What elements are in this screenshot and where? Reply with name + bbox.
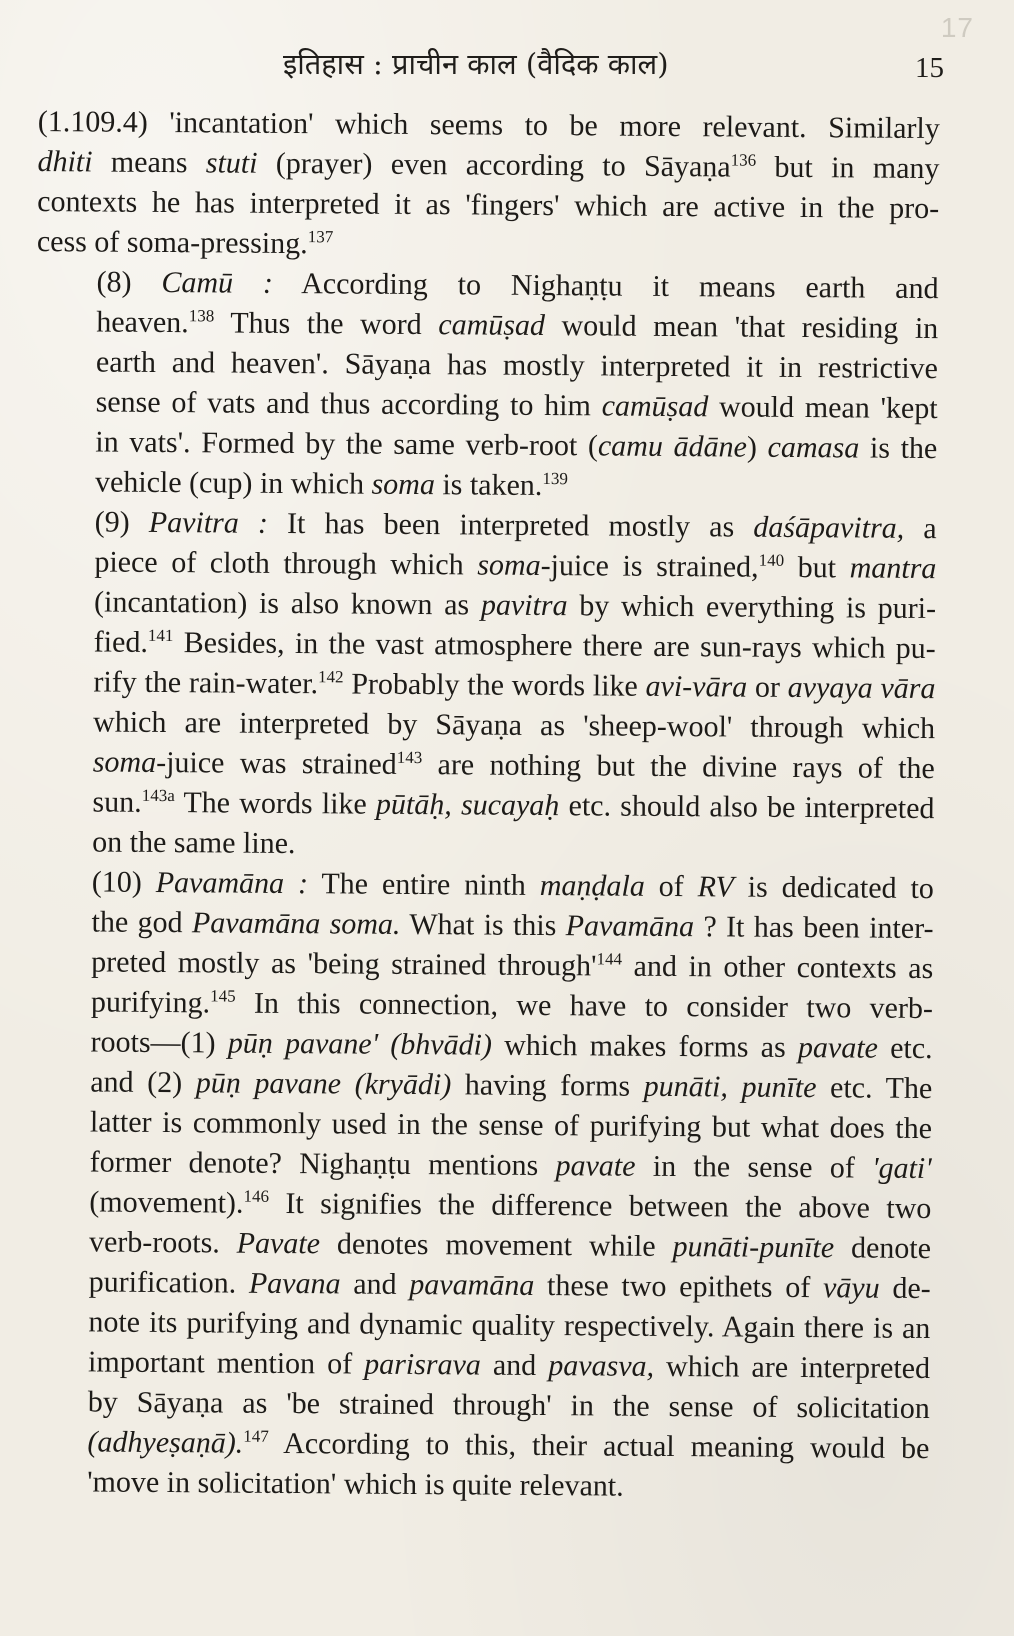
- paragraph-9-pavitra: [32, 502, 937, 869]
- text-line: preted mostly as 'being strained $through'^{144}$ and in other contexts as: [91, 945, 934, 986]
- text-line: by Sāyaṇa as 'be strained through' in the sense of solicitation: [87, 1385, 930, 1426]
- text-line: which are interpreted by Sāyaṇa as 'sheep-wool' through which: [93, 705, 936, 746]
- text-line: fied.$^{141}$ Besides, in the vast atmosphere there are sun-rays which pu-: [93, 625, 936, 666]
- text-line: vehicle (cup) in which soma is taken.$^{139}$: [94, 465, 569, 502]
- text-line: (10) Pavamāna : The entire ninth maṇḍala of RV is dedicated to: [91, 865, 934, 906]
- text-line: roots—(1) pūṇ pavane' (bhvādi) which makes forms as pavate etc.: [90, 1025, 933, 1066]
- text-line: important mention of parisrava and pavasva, which are interpreted: [87, 1345, 931, 1386]
- text-line: earth and heaven'. Sāyaṇa has mostly interpreted it in restrictive: [95, 345, 939, 386]
- text-line: sun.$^{143a}$ The words like pūtāḥ, sucayaḥ etc. should also be interpreted: [92, 785, 935, 826]
- text-line: soma-juice was strained$^{143}$ are nothing but the divine rays of the: [92, 745, 935, 786]
- page-header: [0, 42, 1014, 90]
- text-line: (movement).$^{146}$ It signifies the difference between the above two: [89, 1185, 932, 1226]
- text-line: purifying.$^{145}$ In this connection, we have to consider two verb-: [90, 985, 934, 1026]
- text-line: contexts he has interpreted it as 'fingers' which are active in the pro-: [37, 184, 940, 226]
- text-line: (adhyeṣaṇā).$^{147}$ According to this, their actual meaning would be: [87, 1425, 930, 1466]
- text-line: 'move in solicitation' which is quite relevant.: [87, 1465, 624, 1503]
- text-line: sense of vats and thus according to him camūṣad would mean 'kept: [95, 385, 938, 426]
- text-line: in vats'. Formed by the same verb-root (camu ādāne) camasa is the: [95, 425, 938, 466]
- text-line: cess of soma-pressing.$^{137}$: [36, 224, 334, 261]
- text-line: dhiti means stuti (prayer) even according to Sāyaṇa$^{136}$ but in many: [37, 144, 940, 186]
- text-line: (8) Camū : According to Nighaṇṭu it means earth and: [96, 265, 939, 306]
- text-line: (incantation) is also known as pavitra by which everything is puri-: [93, 585, 937, 626]
- paragraph-8-camu: [35, 262, 939, 509]
- text-line: (1.109.4) 'incantation' which seems to be more relevant. Similarly: [37, 104, 940, 146]
- text-line: heaven.$^{138}$ Thus the word camūṣad would mean 'that residing in: [96, 305, 939, 346]
- paragraph-1: [37, 102, 940, 269]
- paragraph-10-pavamana: [27, 862, 934, 1509]
- text-line: former denote? Nighaṇṭu mentions pavate in the sense of 'gati': [89, 1145, 932, 1186]
- running-head: इतिहास : प्राचीन काल (वैदिक काल): [283, 47, 669, 81]
- text-line: purification. Pavana and pavamāna these two epithets of vāyu de-: [88, 1265, 931, 1306]
- text-line: note its purifying and dynamic quality respectively. Again there is an: [88, 1305, 931, 1346]
- body-text: [27, 102, 940, 1509]
- text-line: piece of cloth through which soma-juice is strained,$^{140}$ but mantra: [94, 545, 937, 586]
- text-line: and (2) pūṇ pavane (kryādi) having forms punāti, punīte etc. The: [90, 1065, 933, 1106]
- page-number: 15: [915, 52, 944, 84]
- text-line: the god Pavamāna soma. What is this Pavamāna ? It has been inter-: [91, 905, 934, 946]
- text-line: (9) Pavitra : It has been interpreted mostly as daśāpavitra, a: [94, 505, 937, 546]
- bleed-through-page-number: 17: [940, 12, 974, 43]
- text-line: verb-roots. Pavate denotes movement while punāti-punīte denote: [88, 1225, 932, 1266]
- text-line: rify the rain-water.$^{142}$ Probably the words like avi-vāra or avyaya vāra: [93, 665, 936, 706]
- text-line: latter is commonly used in the sense of purifying but what does the: [89, 1105, 933, 1146]
- text-line: on the same line.: [92, 825, 296, 861]
